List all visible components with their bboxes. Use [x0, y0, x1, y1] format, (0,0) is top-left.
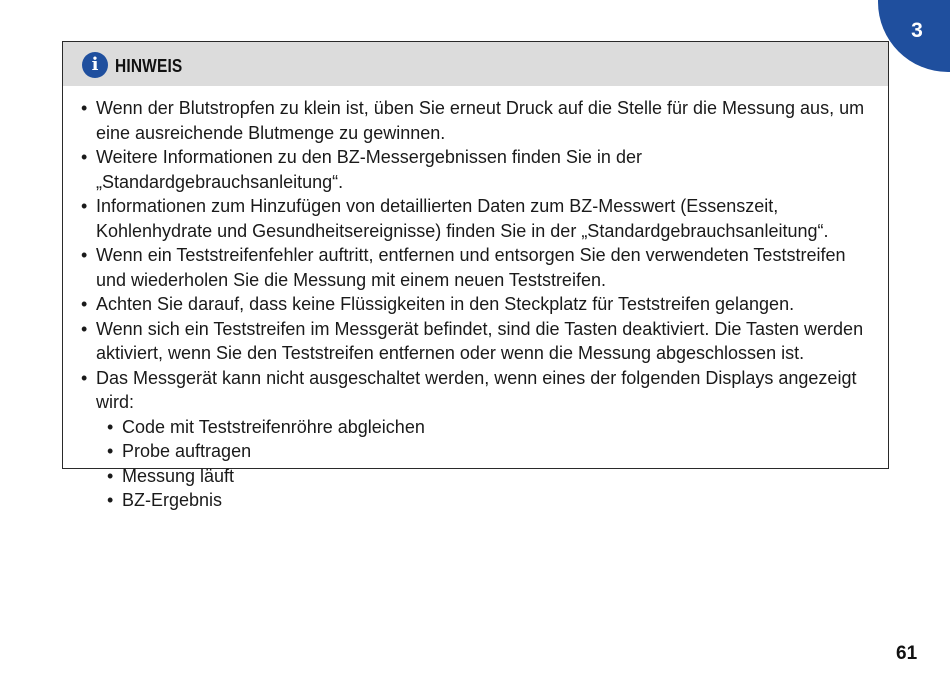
- info-icon: i: [82, 52, 108, 78]
- note-item: [81, 145, 871, 194]
- bullet-icon: •: [81, 196, 88, 216]
- note-item-text: Wenn sich ein Teststreifen im Messgerät befindet, sind die Tasten deaktiviert. Die Tasten werden aktiviert, wenn Sie den Teststreifen entfernen oder wenn die Messung abgeschlossen ist.: [96, 318, 864, 363]
- bullet-icon: •: [81, 294, 88, 314]
- note-item: [81, 194, 871, 243]
- display-list-item: [96, 464, 871, 489]
- chapter-number: 3: [911, 19, 923, 42]
- bullet-icon: •: [81, 367, 88, 388]
- note-item-text: Achten Sie darauf, dass keine Flüssigkeiten in den Steckplatz für Teststreifen gelangen.: [96, 294, 795, 314]
- display-list: [96, 415, 871, 513]
- note-item: [81, 96, 871, 145]
- note-item-text: Wenn der Blutstropfen zu klein ist, üben Sie erneut Druck auf die Stelle für die Messung aus, um eine ausreichende Blutmenge zu gewinnen.: [96, 98, 865, 143]
- display-list-item-text: Probe auftragen: [122, 441, 252, 461]
- display-list-item: [96, 415, 871, 440]
- display-list-item-text: Messung läuft: [122, 465, 235, 486]
- bullet-icon: •: [107, 416, 114, 437]
- display-list-item: [96, 488, 871, 513]
- display-list-item: [96, 439, 871, 464]
- bullet-icon: •: [81, 98, 88, 118]
- note-item: [81, 317, 871, 366]
- bullet-icon: •: [81, 147, 88, 167]
- note-box: [62, 41, 889, 510]
- note-item: [81, 366, 871, 513]
- note-item-text: Wenn ein Teststreifenfehler auftritt, entfernen und entsorgen Sie den verwendeten Teststreifen und wiederholen Sie die Messung mit einem neuen Teststreifen.: [96, 245, 846, 290]
- bullet-icon: •: [81, 245, 88, 265]
- bullet-icon: •: [81, 318, 88, 339]
- display-list-item-text: BZ-Ergebnis: [122, 490, 223, 510]
- page-number: 61: [896, 643, 918, 664]
- note-list: [81, 96, 871, 513]
- note-item-text: Das Messgerät kann nicht ausgeschaltet werden, wenn eines der folgenden Displays angezeigt wird:: [96, 367, 857, 412]
- note-item: [81, 243, 871, 292]
- display-list-item-text: Code mit Teststreifenröhre abgleichen: [122, 416, 425, 437]
- bullet-icon: •: [107, 441, 114, 461]
- bullet-icon: •: [107, 490, 114, 510]
- note-item: [81, 292, 871, 317]
- note-title: HINWEIS: [115, 56, 183, 76]
- note-header: [63, 42, 888, 86]
- note-item-text: Weitere Informationen zu den BZ-Messergebnissen finden Sie in der „Standardgebrauchsanleitung“.: [96, 147, 642, 192]
- bullet-icon: •: [107, 465, 114, 486]
- note-item-text: Informationen zum Hinzufügen von detaillierten Daten zum BZ-Messwert (Essenszeit, Kohlenhydrate und Gesundheitsereignisse) finden Sie in der „Standardgebrauchsanleitung“.: [96, 196, 829, 241]
